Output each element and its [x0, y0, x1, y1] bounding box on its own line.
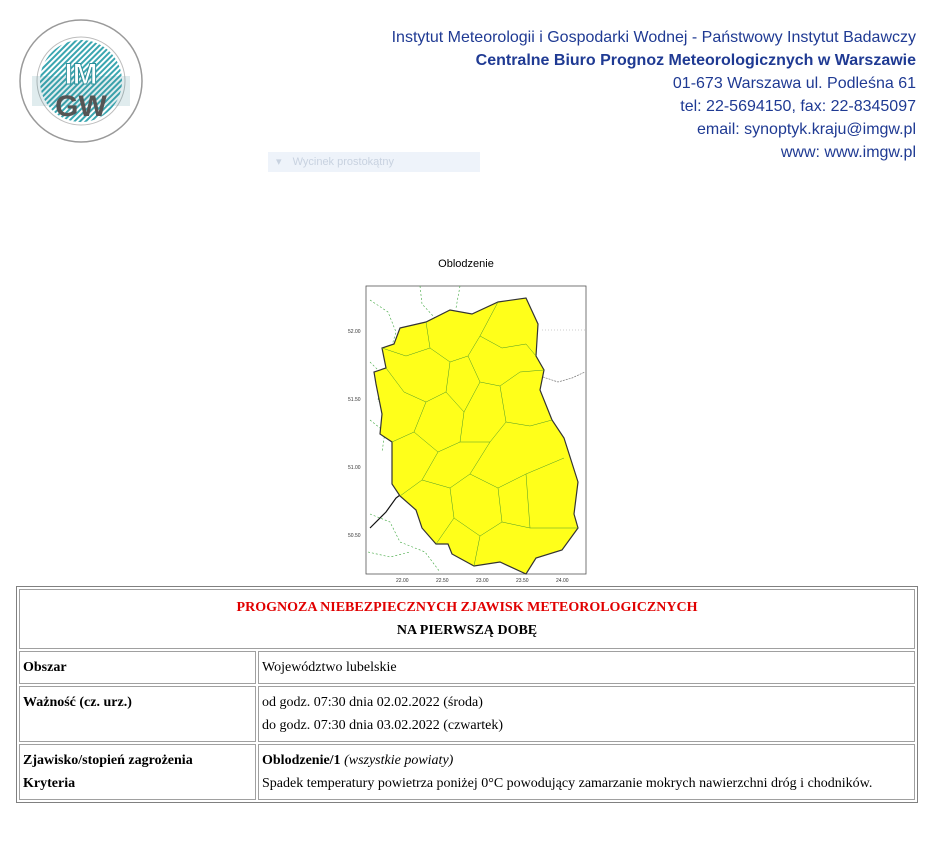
y-tick-label: 51.00	[348, 465, 361, 471]
email: email: synoptyk.kraju@imgw.pl	[697, 121, 916, 138]
snip-label: Wycinek prostokątny	[292, 156, 394, 168]
validity-to: do godz. 07:30 dnia 03.02.2022 (czwartek)	[262, 718, 504, 733]
validity-label: Ważność (cz. urz.)	[19, 686, 256, 742]
y-tick-label: 51.50	[348, 397, 361, 403]
website: www: www.imgw.pl	[780, 144, 916, 161]
institution-header	[392, 26, 916, 164]
phenomenon-cell	[258, 744, 915, 800]
table-row	[19, 651, 915, 684]
table-row	[19, 686, 915, 742]
phenomenon-line	[262, 749, 911, 772]
snip-toolbar-ghost	[268, 152, 480, 172]
x-tick-label: 22.50	[436, 578, 449, 584]
warning-title: PROGNOZA NIEBEZPIECZNYCH ZJAWISK METEOROLOGICZNYCH	[236, 600, 698, 615]
imgw-logo-graphic	[18, 18, 144, 144]
logo-letters-bottom: GW	[55, 90, 107, 123]
x-tick-label: 22.00	[396, 578, 409, 584]
warning-map	[330, 252, 600, 586]
y-tick-label: 50.50	[348, 533, 361, 539]
phone-fax: tel: 22-5694150, fax: 22-8345097	[680, 98, 916, 115]
x-tick-label: 23.50	[516, 578, 529, 584]
x-tick-label: 23.00	[476, 578, 489, 584]
criteria-value: Spadek temperatury powietrza poniżej 0°C powodujący zamarzanie mokrych nawierzchni dróg i chodników.	[262, 776, 873, 791]
area-label: Obszar	[19, 651, 256, 684]
phenomenon-label: Zjawisko/stopień zagrożenia	[23, 753, 193, 768]
address: 01-673 Warszawa ul. Podleśna 61	[672, 75, 916, 92]
map-title: Oblodzenie	[438, 258, 494, 270]
snip-icon: ▾	[276, 156, 282, 168]
warning-table	[16, 586, 918, 803]
imgw-logo	[18, 18, 144, 144]
bureau-name: Centralne Biuro Prognoz Meteorologicznych w Warszawie	[475, 52, 916, 69]
map-graphic	[330, 252, 600, 586]
warning-subtitle: NA PIERWSZĄ DOBĘ	[396, 623, 538, 638]
criteria-label: Kryteria	[23, 776, 76, 791]
warning-title-cell	[19, 589, 915, 649]
institute-name: Instytut Meteorologii i Gospodarki Wodnej - Państwowy Instytut Badawczy	[391, 29, 916, 46]
validity-cell	[258, 686, 915, 742]
y-tick-label: 52.00	[348, 329, 361, 335]
table-row	[19, 589, 915, 649]
logo-letters-top: IM	[64, 58, 98, 91]
phenomenon-value: Oblodzenie/1	[262, 753, 341, 768]
table-row	[19, 744, 915, 800]
phenomenon-scope: (wszystkie powiaty)	[344, 753, 454, 768]
phenomenon-label-cell	[19, 744, 256, 800]
x-tick-label: 24.00	[556, 578, 569, 584]
area-value: Województwo lubelskie	[258, 651, 915, 684]
validity-from: od godz. 07:30 dnia 02.02.2022 (środa)	[262, 695, 483, 710]
